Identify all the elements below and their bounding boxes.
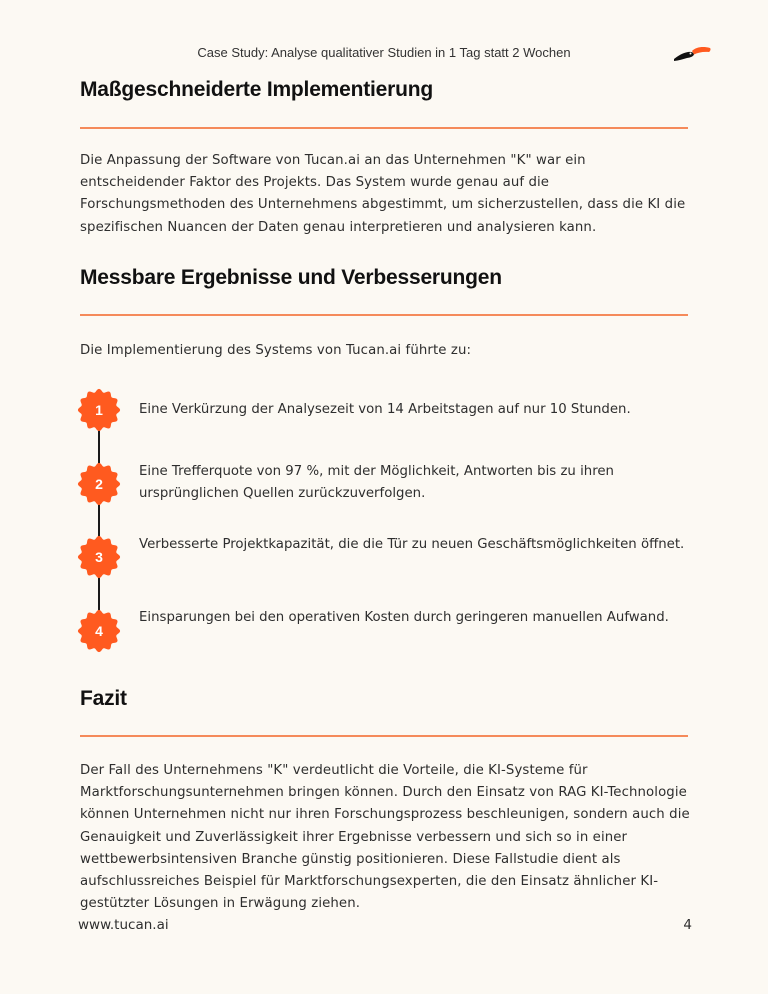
implementation-paragraph: Die Anpassung der Software von Tucan.ai an das Unternehmen "K" war ein entscheidender Faktor des Projekts. Das System wurde genau auf die Forschungsmethoden des Unternehmens abgestimmt, um sicherzustellen, dass die KI die spezifischen Nuancen der Daten genau interpretieren und analysieren kann. bbox=[80, 153, 686, 235]
document-header-title: Case Study: Analyse qualitativer Studien in 1 Tag statt 2 Wochen bbox=[197, 45, 571, 60]
section-heading-results: Messbare Ergebnisse und Verbesserungen bbox=[80, 266, 502, 289]
conclusion-paragraph: Der Fall des Unternehmens "K" verdeutlicht die Vorteile, die KI-Systeme für Marktforschungsunternehmen bringen können. Durch den Einsatz von RAG KI-Technologie können Unternehmen nicht nur ihren Forschungsprozess beschleunigen, sondern auch die Genauigkeit und Zuverlässigkeit ihrer Ergebnisse verbessern und sich so in einer wettbewerbsintensiven Branche günstig positionieren. Diese Fallstudie dient als aufschlussreiches Beispiel für Marktforschungsexperten, die den Einsatz ähnlicher KI-gestützter Lösungen in Erwägung ziehen. bbox=[80, 763, 690, 912]
step-badge-3 bbox=[77, 535, 121, 579]
result-item-text: Eine Trefferquote von 97 %, mit der Möglichkeit, Antworten bis zu ihren ursprünglichen Quellen zurückzuverfolgen. bbox=[139, 464, 614, 502]
section-divider bbox=[80, 127, 688, 129]
step-badge-2 bbox=[77, 462, 121, 506]
timeline-connector bbox=[98, 430, 100, 630]
result-item-text: Verbesserte Projektkapazität, die die Tür zu neuen Geschäftsmöglichkeiten öffnet. bbox=[139, 537, 685, 552]
step-number: 1 bbox=[95, 402, 103, 418]
results-intro: Die Implementierung des Systems von Tucan.ai führte zu: bbox=[80, 343, 472, 358]
step-number: 3 bbox=[95, 549, 103, 565]
step-badge-1 bbox=[77, 388, 121, 432]
toucan-logo-icon bbox=[672, 44, 712, 64]
step-number: 4 bbox=[95, 623, 103, 639]
step-number: 2 bbox=[95, 476, 103, 492]
result-item-text: Eine Verkürzung der Analysezeit von 14 Arbeitstagen auf nur 10 Stunden. bbox=[139, 402, 631, 417]
section-heading-conclusion: Fazit bbox=[80, 687, 127, 710]
section-divider bbox=[80, 314, 688, 316]
section-heading-implementation: Maßgeschneiderte Implementierung bbox=[80, 78, 434, 101]
footer-website-link[interactable]: www.tucan.ai bbox=[78, 917, 169, 933]
section-divider bbox=[80, 735, 688, 737]
page-number: 4 bbox=[683, 917, 692, 933]
result-item-text: Einsparungen bei den operativen Kosten durch geringeren manuellen Aufwand. bbox=[139, 610, 669, 625]
step-badge-4 bbox=[77, 609, 121, 653]
